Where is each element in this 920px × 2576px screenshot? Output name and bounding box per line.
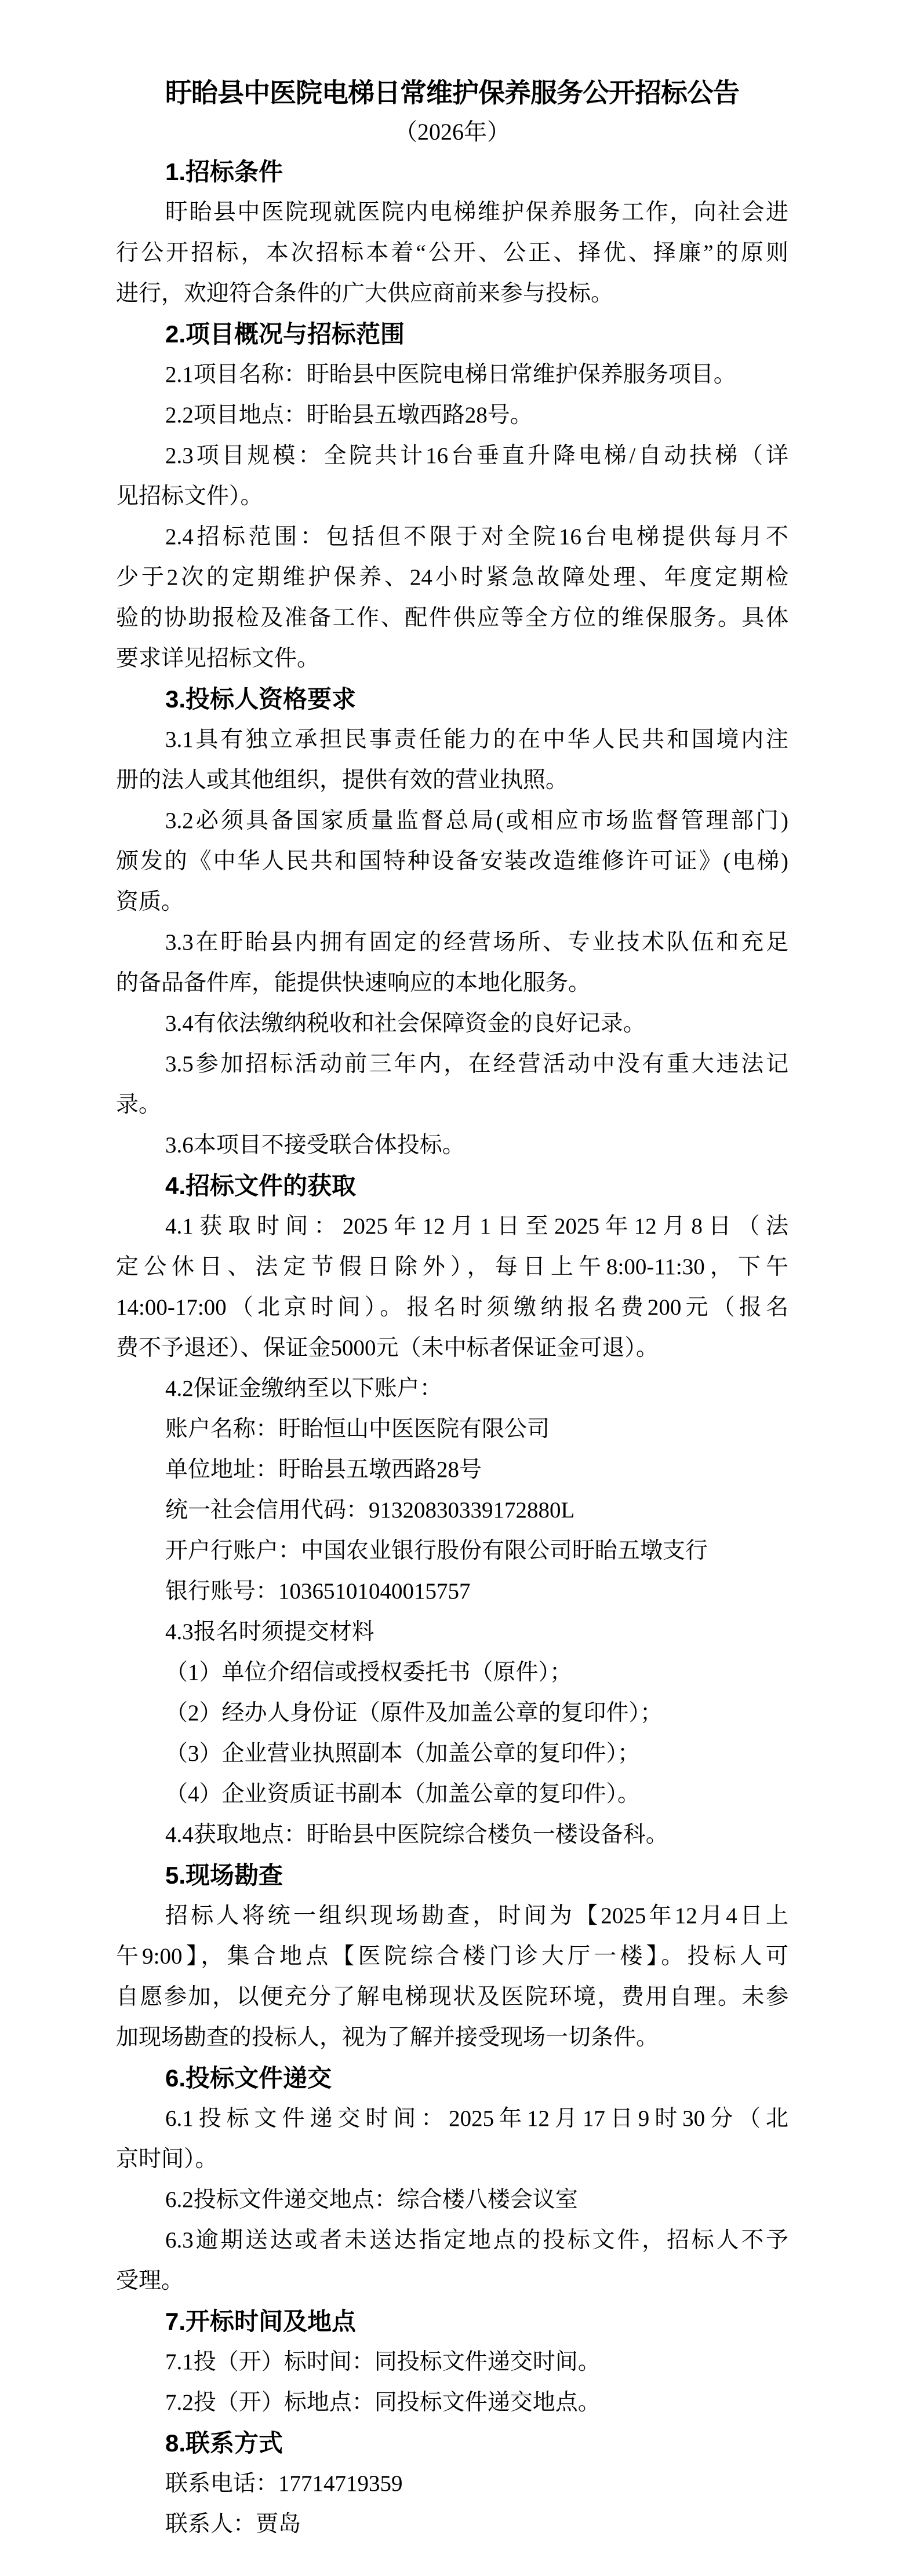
paragraph xyxy=(116,1490,788,1531)
text-line: 统一社会信用代码：91320830339172880L xyxy=(165,1498,575,1523)
paragraph xyxy=(116,192,788,314)
paragraph xyxy=(116,2382,788,2423)
text-line: 验的协助报检及准备工作、配件供应等全方位的维保服务。具体 xyxy=(116,605,788,630)
text-line: 3.3在盱眙县内拥有固定的经营场所、专业技术队伍和充足 xyxy=(165,930,788,955)
paragraph xyxy=(116,1004,788,1044)
paragraph xyxy=(116,1652,788,1693)
text-line: 4.2保证金缴纳至以下账户： xyxy=(165,1376,442,1401)
text-line: 联系人：贾岛 xyxy=(165,2512,301,2537)
paragraph xyxy=(116,1409,788,1450)
document-title: 盱眙县中医院电梯日常维护保养服务公开招标公告 xyxy=(165,78,739,108)
text-line: 7.2投（开）标地点：同投标文件递交地点。 xyxy=(165,2390,601,2415)
text-line: 受理。 xyxy=(116,2268,184,2293)
text-line: 盱眙县中医院现就医院内电梯维护保养服务工作，向社会进 xyxy=(165,200,788,225)
section-1 xyxy=(116,152,788,314)
paragraph xyxy=(116,1815,788,1855)
paragraph xyxy=(116,2464,788,2504)
paragraph xyxy=(116,1693,788,1734)
section-heading: 1.招标条件 xyxy=(165,158,283,185)
text-line: 6.3逾期送达或者未送达指定地点的投标文件，招标人不予 xyxy=(165,2228,788,2253)
text-line: 6.1投标文件递交时间：2025年12月17日9时30分（北 xyxy=(165,2106,788,2131)
text-line: 见招标文件）。 xyxy=(116,484,263,509)
text-line: 3.5参加招标活动前三年内，在经营活动中没有重大违法记 xyxy=(165,1052,788,1077)
section-heading: 6.投标文件递交 xyxy=(165,2064,332,2092)
text-line: 3.1具有独立承担民事责任能力的在中华人民共和国境内注 xyxy=(165,727,788,752)
paragraph xyxy=(116,1734,788,1774)
text-line: 4.4获取地点：盱眙县中医院综合楼负一楼设备科。 xyxy=(165,1822,668,1847)
section-5 xyxy=(116,1855,788,2058)
paragraph xyxy=(116,1044,788,1125)
paragraph xyxy=(116,801,788,922)
section-3 xyxy=(116,679,788,1166)
text-line: 招标人将统一组织现场勘查，时间为【2025年12月4日上 xyxy=(165,1903,788,1928)
text-line: 3.2必须具备国家质量监督总局(或相应市场监督管理部门) xyxy=(165,808,788,833)
text-line: （2）经办人身份证（原件及加盖公章的复印件）； xyxy=(165,1701,663,1725)
text-line: 4.3报名时须提交材料 xyxy=(165,1619,374,1644)
text-line: 联系电话：17714719359 xyxy=(165,2471,403,2496)
text-line: 费不予退还）、保证金5000元（未中标者保证金可退）。 xyxy=(116,1336,659,1360)
text-line: 2.1项目名称：盱眙县中医院电梯日常维护保养服务项目。 xyxy=(165,362,736,387)
text-line: 少于2次的定期维护保养、24小时紧急故障处理、年度定期检 xyxy=(116,565,788,590)
section-heading: 8.联系方式 xyxy=(165,2429,283,2457)
paragraph xyxy=(116,2180,788,2220)
paragraph xyxy=(116,1450,788,1490)
section-2 xyxy=(116,314,788,679)
text-line: 3.6本项目不接受联合体投标。 xyxy=(165,1133,465,1158)
text-line: 定公休日、法定节假日除外），每日上午8:00-11:30，下午 xyxy=(116,1254,788,1279)
paragraph xyxy=(116,1125,788,1166)
paragraph xyxy=(116,517,788,679)
text-line: 6.2投标文件递交地点：综合楼八楼会议室 xyxy=(165,2187,578,2212)
paragraph xyxy=(116,2099,788,2180)
text-line: 要求详见招标文件。 xyxy=(116,646,320,671)
text-line: 的备品备件库，能提供快速响应的本地化服务。 xyxy=(116,970,591,995)
paragraph xyxy=(116,1774,788,1815)
document-body xyxy=(116,152,788,2545)
section-7 xyxy=(116,2301,788,2423)
paragraph xyxy=(116,922,788,1004)
paragraph xyxy=(116,1531,788,1571)
section-heading: 3.投标人资格要求 xyxy=(165,685,357,713)
paragraph xyxy=(116,2342,788,2382)
text-line: 单位地址：盱眙县五墩西路28号 xyxy=(165,1457,482,1482)
announcement-document xyxy=(116,73,788,2545)
paragraph xyxy=(116,1206,788,1369)
paragraph xyxy=(116,1369,788,1409)
text-line: 册的法人或其他组织，提供有效的营业执照。 xyxy=(116,768,569,793)
text-line: 3.4有依法缴纳税收和社会保障资金的良好记录。 xyxy=(165,1011,646,1036)
section-6 xyxy=(116,2058,788,2301)
text-line: 进行，欢迎符合条件的广大供应商前来参与投标。 xyxy=(116,281,614,306)
paragraph xyxy=(116,2504,788,2545)
text-line: 加现场勘查的投标人，视为了解并接受现场一切条件。 xyxy=(116,2025,659,2050)
text-line: 行公开招标，本次招标本着“公开、公正、择优、择廉”的原则 xyxy=(116,240,788,265)
text-line: 午9:00】，集合地点【医院综合楼门诊大厅一楼】。投标人可 xyxy=(116,1944,788,1969)
text-line: （1）单位介绍信或授权委托书（原件）； xyxy=(165,1660,573,1685)
paragraph xyxy=(116,1612,788,1652)
paragraph xyxy=(116,436,788,517)
text-line: 颁发的《中华人民共和国特种设备安装改造维修许可证》(电梯) xyxy=(116,849,788,874)
text-line: 资质。 xyxy=(116,889,184,914)
document-subtitle: （2026年） xyxy=(394,119,510,145)
section-heading: 5.现场勘查 xyxy=(165,1862,283,1889)
section-heading: 4.招标文件的获取 xyxy=(165,1172,357,1199)
text-line: 2.2项目地点：盱眙县五墩西路28号。 xyxy=(165,403,533,428)
text-line: （4）企业资质证书副本（加盖公章的复印件）。 xyxy=(165,1782,641,1807)
text-line: 2.3项目规模：全院共计16台垂直升降电梯/自动扶梯（详 xyxy=(165,443,788,468)
text-line: 账户名称：盱眙恒山中医医院有限公司 xyxy=(165,1417,550,1442)
paragraph xyxy=(116,355,788,395)
paragraph xyxy=(116,1896,788,2058)
paragraph xyxy=(116,395,788,436)
text-line: 开户行账户：中国农业银行股份有限公司盱眙五墩支行 xyxy=(165,1538,708,1563)
section-heading: 7.开标时间及地点 xyxy=(165,2308,357,2335)
paragraph xyxy=(116,2220,788,2301)
section-8 xyxy=(116,2423,788,2545)
text-line: 14:00-17:00（北京时间）。报名时须缴纳报名费200元（报名 xyxy=(116,1295,788,1320)
paragraph xyxy=(116,1571,788,1612)
text-line: 自愿参加，以便充分了解电梯现状及医院环境，费用自理。未参 xyxy=(116,1984,788,2009)
section-4 xyxy=(116,1166,788,1855)
text-line: （3）企业营业执照副本（加盖公章的复印件）； xyxy=(165,1741,641,1766)
paragraph xyxy=(116,720,788,801)
text-line: 4.1获取时间：2025年12月1日至2025年12月8日（法 xyxy=(165,1214,788,1239)
text-line: 银行账号：10365101040015757 xyxy=(165,1579,471,1604)
section-heading: 2.项目概况与招标范围 xyxy=(165,320,405,348)
text-line: 京时间）。 xyxy=(116,2147,218,2172)
text-line: 2.4招标范围：包括但不限于对全院16台电梯提供每月不 xyxy=(165,524,788,549)
text-line: 7.1投（开）标时间：同投标文件递交时间。 xyxy=(165,2349,601,2374)
text-line: 录。 xyxy=(116,1092,162,1117)
